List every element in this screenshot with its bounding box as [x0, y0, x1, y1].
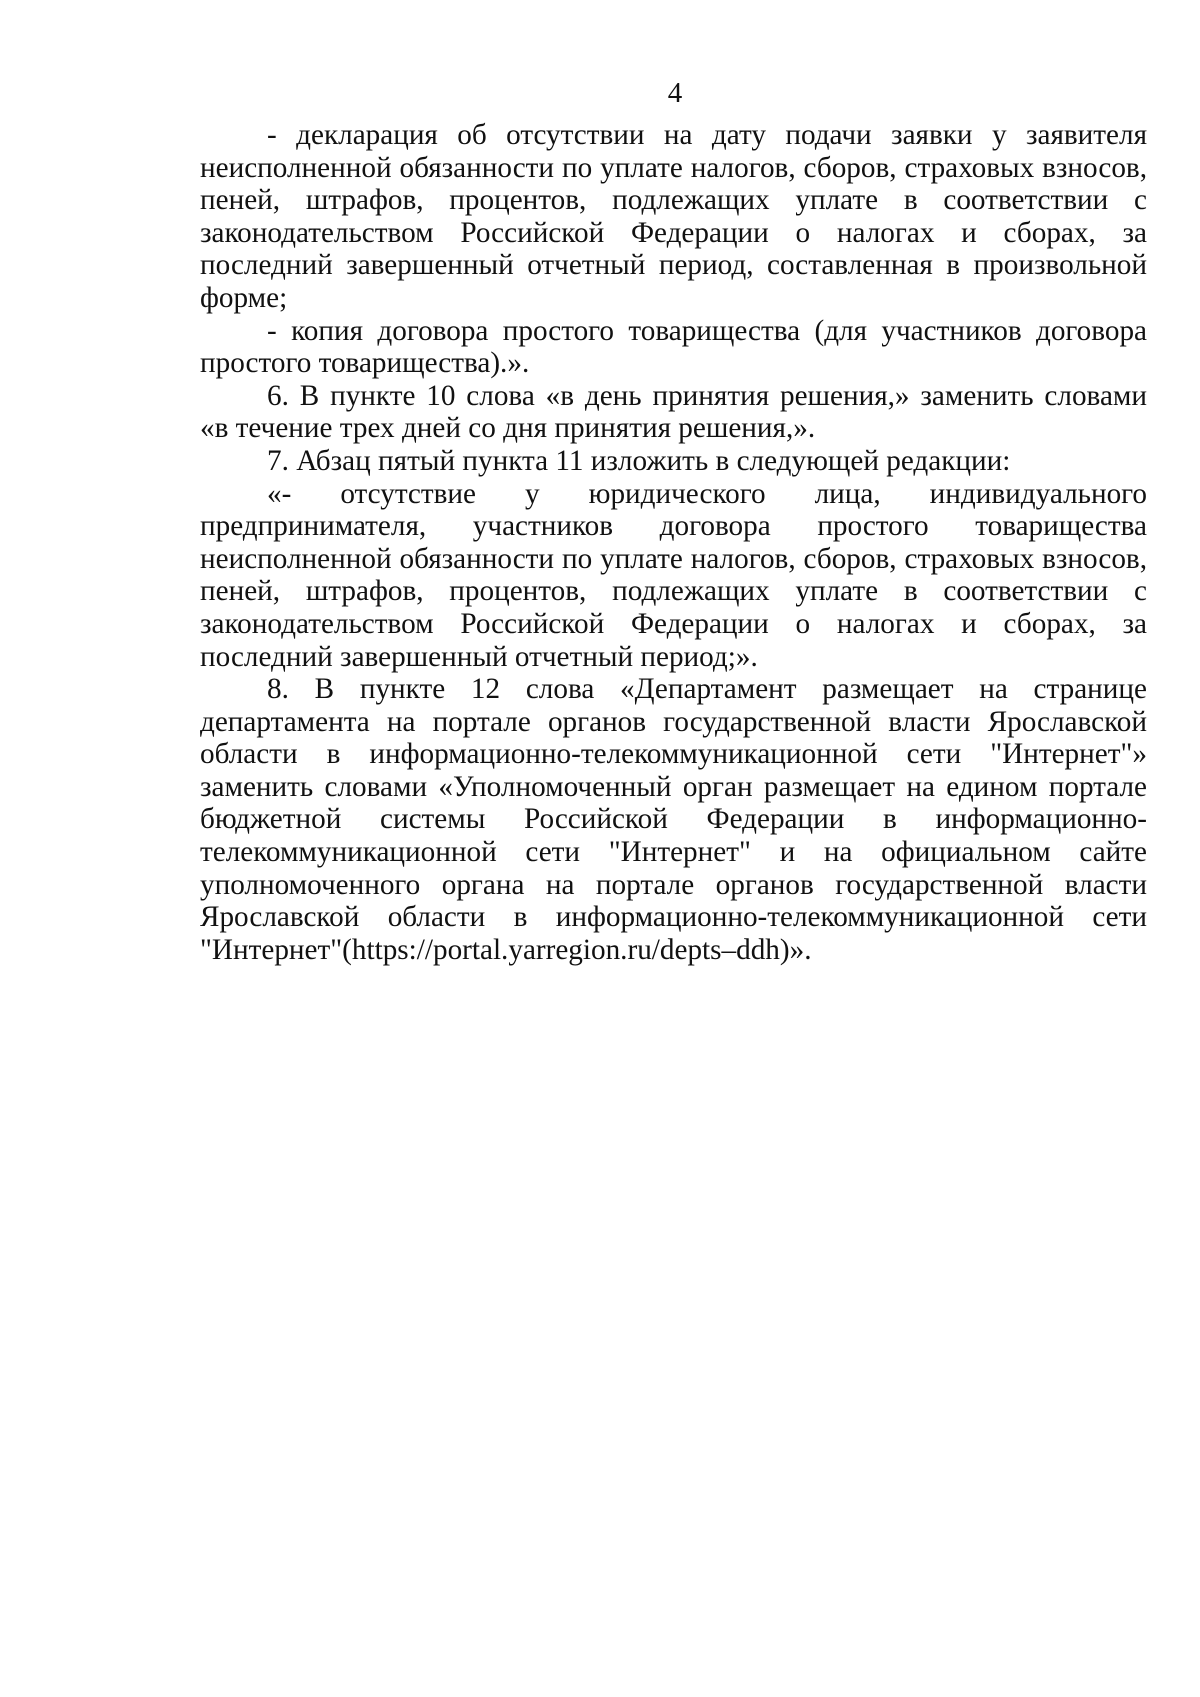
paragraph-declaration: - декларация об отсутствии на дату подачи заявки у заявителя неисполненной обязанности по уплате налогов, сборов, страховых взносов, пеней, штрафов, процентов, подлежащих уплате в соответствии с законодательством Российской Федерации о налогах и сборах, за последний завершенный отчетный период, составленная в произвольной форме;	[200, 119, 1147, 314]
document-body	[200, 119, 1147, 966]
paragraph-item-6: 6. В пункте 10 слова «в день принятия решения,» заменить словами «в течение трех дней со дня принятия решения,».	[200, 379, 1147, 445]
paragraph-item-8: 8. В пункте 12 слова «Департамент размещает на странице департамента на портале органов государственной власти Ярославской области в информационно-телекоммуникационной сети "Интернет"» заменить словами «Уполномоченный орган размещает на едином портале бюджетной системы Российской Федерации в информационно-телекоммуникационной сети "Интернет" и на официальном сайте уполномоченного органа на портале органов государственной власти Ярославской области в информационно-телекоммуникационной сети "Интернет"(https://portal.yarregion.ru/depts–ddh)».	[200, 673, 1147, 966]
page-number: 4	[667, 77, 683, 109]
paragraph-item-7-text: «- отсутствие у юридического лица, индивидуального предпринимателя, участников договора простого товарищества неисполненной обязанности по уплате налогов, сборов, страховых взносов, пеней, штрафов, процентов, подлежащих уплате в соответствии с законодательством Российской Федерации о налогах и сборах, за последний завершенный отчетный период;».	[200, 477, 1147, 673]
paragraph-partnership-copy: - копия договора простого товарищества (для участников договора простого товарищества).».	[200, 314, 1147, 380]
paragraph-item-7: 7. Абзац пятый пункта 11 изложить в следующей редакции:	[267, 444, 1011, 477]
